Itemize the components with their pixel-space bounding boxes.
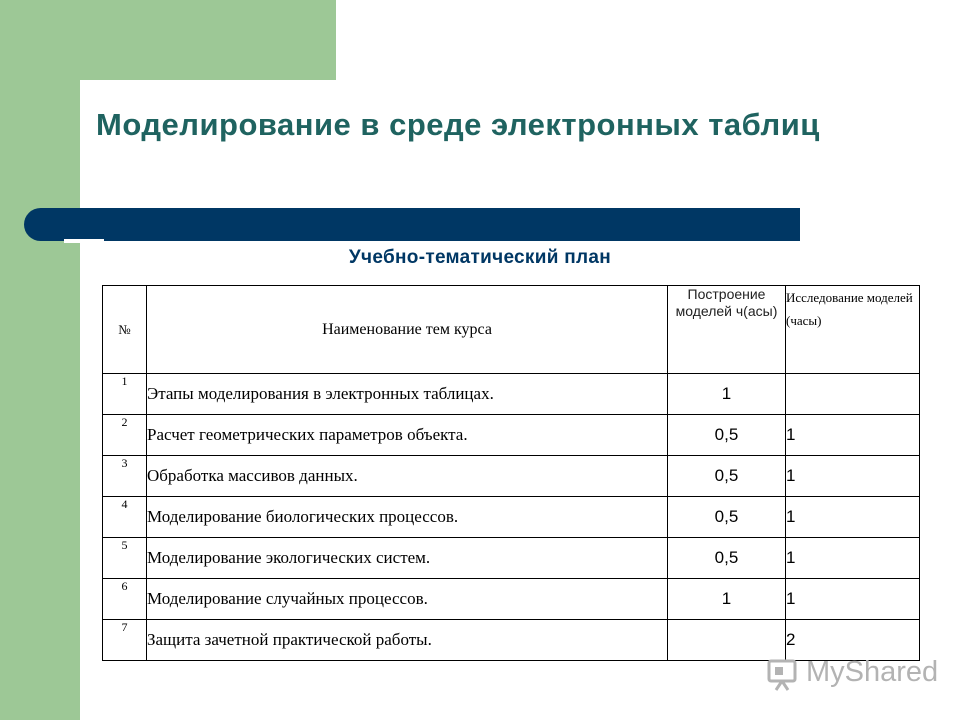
title-divider-bar: [24, 208, 800, 241]
header-building-models: Построение моделей ч(асы): [668, 286, 786, 374]
presentation-board-icon: [766, 658, 800, 692]
cell-building-hours: 0,5: [668, 456, 786, 497]
cell-topic-name: Обработка массивов данных.: [147, 456, 668, 497]
cell-research-hours: 1: [786, 538, 920, 579]
cell-research-hours: 1: [786, 579, 920, 620]
cell-topic-name: Расчет геометрических параметров объекта.: [147, 415, 668, 456]
table-row: [103, 538, 920, 579]
cell-topic-name: Этапы моделирования в электронных таблицах.: [147, 374, 668, 415]
cell-number: 7: [103, 620, 147, 661]
cell-building-hours: [668, 620, 786, 661]
cell-research-hours: 2: [786, 620, 920, 661]
table-row: [103, 374, 920, 415]
cell-number: 3: [103, 456, 147, 497]
table-header-row: [103, 286, 920, 374]
curriculum-table: [102, 285, 920, 661]
table-row: [103, 415, 920, 456]
table-row: [103, 579, 920, 620]
cell-topic-name: Моделирование биологических процессов.: [147, 497, 668, 538]
cell-research-hours: [786, 374, 920, 415]
cell-research-hours: 1: [786, 415, 920, 456]
cell-number: 4: [103, 497, 147, 538]
cell-building-hours: 0,5: [668, 497, 786, 538]
cell-research-hours: 1: [786, 456, 920, 497]
cell-building-hours: 1: [668, 579, 786, 620]
header-number: №: [103, 286, 147, 374]
cell-topic-name: Моделирование случайных процессов.: [147, 579, 668, 620]
myshared-watermark: [766, 656, 939, 696]
table-row: [103, 620, 920, 661]
cell-number: 1: [103, 374, 147, 415]
cell-topic-name: Защита зачетной практической работы.: [147, 620, 668, 661]
cell-building-hours: 0,5: [668, 538, 786, 579]
table-row: [103, 497, 920, 538]
slide-subtitle: Учебно-тематический план: [348, 247, 612, 268]
cell-number: 6: [103, 579, 147, 620]
header-researching-models: Исследование моделей (часы): [786, 286, 920, 374]
green-top-band: [0, 0, 336, 80]
cell-number: 5: [103, 538, 147, 579]
cell-number: 2: [103, 415, 147, 456]
cell-building-hours: 0,5: [668, 415, 786, 456]
header-topic-name: Наименование тем курса: [147, 286, 668, 374]
table-row: [103, 456, 920, 497]
green-side-band: [0, 0, 80, 720]
cell-topic-name: Моделирование экологических систем.: [147, 538, 668, 579]
watermark-text: MyShared: [806, 656, 939, 688]
slide-title: Моделирование в среде электронных таблиц: [96, 107, 820, 142]
divider-bar-notch: [64, 239, 104, 243]
cell-research-hours: 1: [786, 497, 920, 538]
cell-building-hours: 1: [668, 374, 786, 415]
